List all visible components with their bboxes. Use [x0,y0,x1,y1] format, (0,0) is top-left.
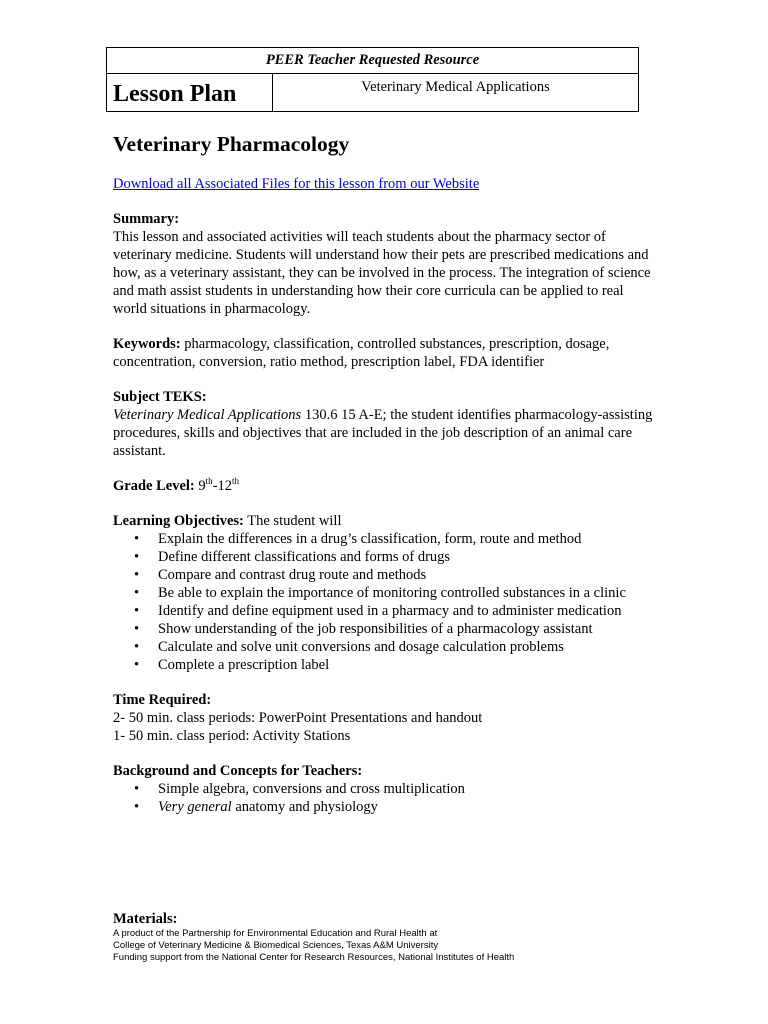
download-files-link[interactable]: Download all Associated Files for this lesson from our Website [113,176,480,192]
document-body [113,130,658,816]
grade-label: Grade Level: [113,478,195,494]
objective-item: • Be able to explain the importance of monitoring controlled substances in a clinic [158,584,658,602]
objectives-intro: The student will [243,513,342,529]
background-label: Background and Concepts for Teachers: [113,763,363,779]
objective-item: • Identify and define equipment used in a pharmacy and to administer medication [158,602,658,620]
background-section [113,762,658,816]
time-line: 1- 50 min. class period: Activity Stations [113,728,351,744]
keywords-label: Keywords: [113,336,181,352]
keywords-section [113,335,658,371]
teks-course: Veterinary Medical Applications [113,407,302,423]
teks-label: Subject TEKS: [113,389,207,405]
objectives-label: Learning Objectives: [113,513,244,529]
background-item [158,798,658,816]
page-title: Veterinary Pharmacology [113,132,350,156]
summary-text: This lesson and associated activities will teach students about the pharmacy sector of veterinary medicine. Students will understand how their pets are prescribed medications and how, as a veterinary assistant, they can be involved in the process. The integration of science and math assist students in understanding how their core curricula can be applied to real world situations in pharmacology. [113,229,651,317]
time-label: Time Required: [113,692,212,708]
lesson-plan-header [106,47,639,112]
header-banner: PEER Teacher Requested Resource [107,48,638,74]
summary-section [113,210,658,318]
teks-section [113,388,658,460]
summary-label: Summary: [113,211,180,227]
objective-item: • Complete a prescription label [158,656,658,674]
footer-credit: A product of the Partnership for Environmental Education and Rural Health at [113,928,438,939]
grade-to: -12 [212,478,232,494]
page-footer [113,910,514,964]
time-line: 2- 50 min. class periods: PowerPoint Presentations and handout [113,710,483,726]
objective-item: • Define different classifications and forms of drugs [158,548,658,566]
grade-from: 9 [194,478,206,494]
grade-to-suffix: th [231,476,239,486]
background-list [113,780,658,816]
materials-label: Materials: [113,911,178,927]
teks-text: 130.6 15 A-E; the student identifies pharmacology-assisting procedures, skills and objectives that are included in the job description of an animal care assistant. [113,407,653,459]
time-section [113,691,658,745]
footer-credit: College of Veterinary Medicine & Biomedical Sciences, Texas A&M University [113,940,439,951]
lesson-plan-label: Lesson Plan [107,74,273,111]
background-item-emphasis: Very general [158,799,232,815]
grade-from-suffix: th [205,476,213,486]
objective-item: • Calculate and solve unit conversions and dosage calculation problems [158,638,658,656]
objective-item: • Explain the differences in a drug’s classification, form, route and method [158,530,658,548]
keywords-text: pharmacology, classification, controlled substances, prescription, dosage, concentration, conversion, ratio method, prescription label, FDA identifier [113,336,610,370]
background-item: • Simple algebra, conversions and cross multiplication [158,780,658,798]
objectives-section [113,512,658,674]
grade-section [113,477,658,495]
objectives-list [113,530,658,674]
header-row [107,74,638,111]
objective-item: • Compare and contrast drug route and methods [158,566,658,584]
course-name: Veterinary Medical Applications [361,79,550,95]
background-item-text: anatomy and physiology [231,799,378,815]
objective-item: • Show understanding of the job responsibilities of a pharmacology assistant [158,620,658,638]
footer-credit: Funding support from the National Center for Research Resources, National Institutes of Health [113,952,515,963]
